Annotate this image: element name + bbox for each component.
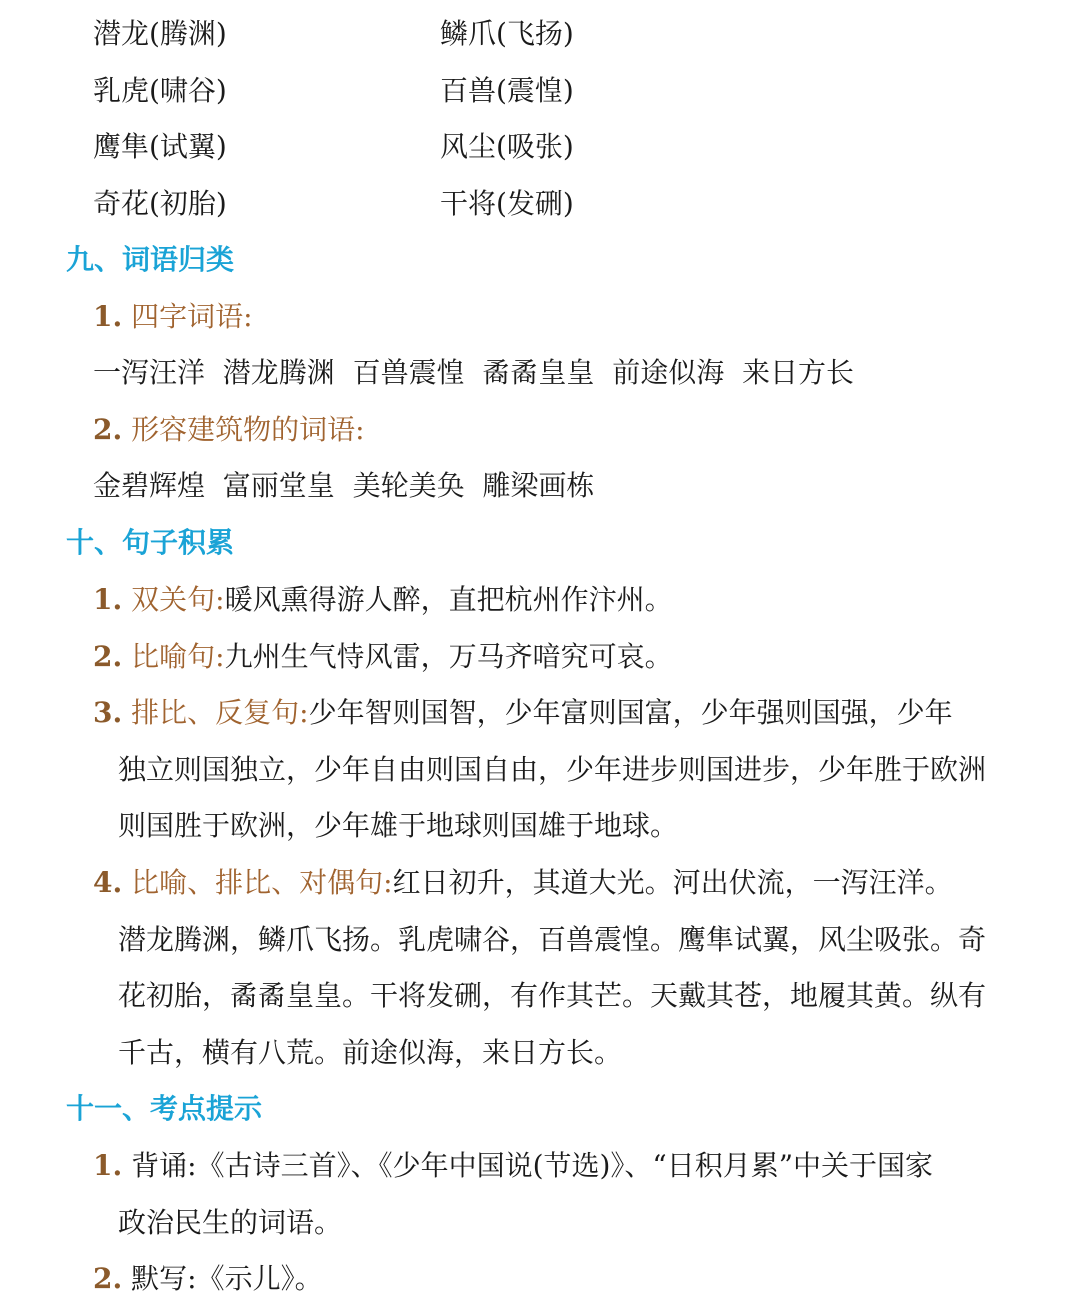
sec11-item2-text: 《示儿》。 (196, 1262, 323, 1295)
pair-right-1: 鳞爪(飞扬) (440, 17, 574, 50)
sec10-item3-cont-2: 则国胜于欧洲，少年雄于地球则国雄于地球。 (118, 809, 679, 842)
pair-left-4: 奇花(初胎) (93, 187, 227, 220)
sec10-item3-cont-1: 独立则国独立，少年自由则国自由，少年进步则国进步，少年胜于欧洲 (118, 753, 987, 786)
sec10-item2-label: 比喻句: (131, 640, 225, 673)
sec10-item4 (93, 863, 953, 903)
sec9-item1-heading (93, 297, 253, 337)
pair-right-4: 干将(发硎) (440, 187, 574, 220)
sec10-item2-text: 九州生气恃风雷，万马齐喑究可哀。 (224, 640, 673, 673)
sec11-item1-num: 1. (93, 1149, 123, 1182)
sec11-item1-cont-1: 政治民生的词语。 (118, 1206, 343, 1239)
sec9-item2-heading (93, 410, 365, 450)
sec10-item2 (93, 637, 673, 677)
sec11-item1 (93, 1146, 933, 1186)
pair-left-2: 乳虎(啸谷) (93, 74, 227, 107)
sec10-item3-label: 排比、反复句: (131, 696, 309, 729)
pair-left-1: 潜龙(腾渊) (93, 17, 227, 50)
sec11-item2-label: 默写: (131, 1262, 197, 1295)
sec10-item3-num: 3. (93, 696, 123, 729)
sec10-item3 (93, 693, 953, 733)
section-title-11: 十一、考点提示 (66, 1092, 263, 1125)
sec10-item4-cont-1: 潜龙腾渊，鳞爪飞扬。乳虎啸谷，百兽震惶。鹰隼试翼，风尘吸张。奇 (118, 923, 987, 956)
sec11-item2-num: 2. (93, 1262, 123, 1295)
sec10-item1-text: 暖风熏得游人醉，直把杭州作汴州。 (224, 583, 673, 616)
sec9-item2-num: 2. (93, 413, 123, 446)
sec11-item1-label: 背诵: (131, 1149, 197, 1182)
sec11-item1-text: 《古诗三首》、《少年中国说(节选)》、“日积月累”中关于国家 (196, 1149, 934, 1182)
sec10-item4-cont-3: 千古，横有八荒。前途似海，来日方长。 (118, 1036, 623, 1069)
sec10-item2-num: 2. (93, 640, 123, 673)
section-title-10: 十、句子积累 (66, 526, 235, 559)
section-title-9: 九、词语归类 (66, 243, 235, 276)
sec10-item4-text: 红日初升，其道大光。河出伏流，一泻汪洋。 (392, 866, 953, 899)
sec10-item4-label: 比喻、排比、对偶句: (131, 866, 393, 899)
sec9-item1-text: 一泻汪洋 潜龙腾渊 百兽震惶 矞矞皇皇 前途似海 来日方长 (93, 356, 855, 389)
sec9-item1-label: 四字词语: (131, 300, 253, 333)
sec10-item4-num: 4. (93, 866, 123, 899)
sec11-item2 (93, 1259, 323, 1299)
sec10-item3-text: 少年智则国智，少年富则国富，少年强则国强，少年 (308, 696, 953, 729)
pair-right-3: 风尘(吸张) (440, 130, 574, 163)
sec9-item2-label: 形容建筑物的词语: (131, 413, 365, 446)
sec10-item1-num: 1. (93, 583, 123, 616)
pair-right-2: 百兽(震惶) (440, 74, 574, 107)
sec9-item1-num: 1. (93, 300, 123, 333)
sec10-item1 (93, 580, 673, 620)
sec10-item1-label: 双关句: (131, 583, 225, 616)
sec10-item4-cont-2: 花初胎，矞矞皇皇。干将发硎，有作其芒。天戴其苍，地履其黄。纵有 (118, 979, 987, 1012)
pair-left-3: 鹰隼(试翼) (93, 130, 227, 163)
sec9-item2-text: 金碧辉煌 富丽堂皇 美轮美奂 雕梁画栋 (93, 469, 595, 502)
